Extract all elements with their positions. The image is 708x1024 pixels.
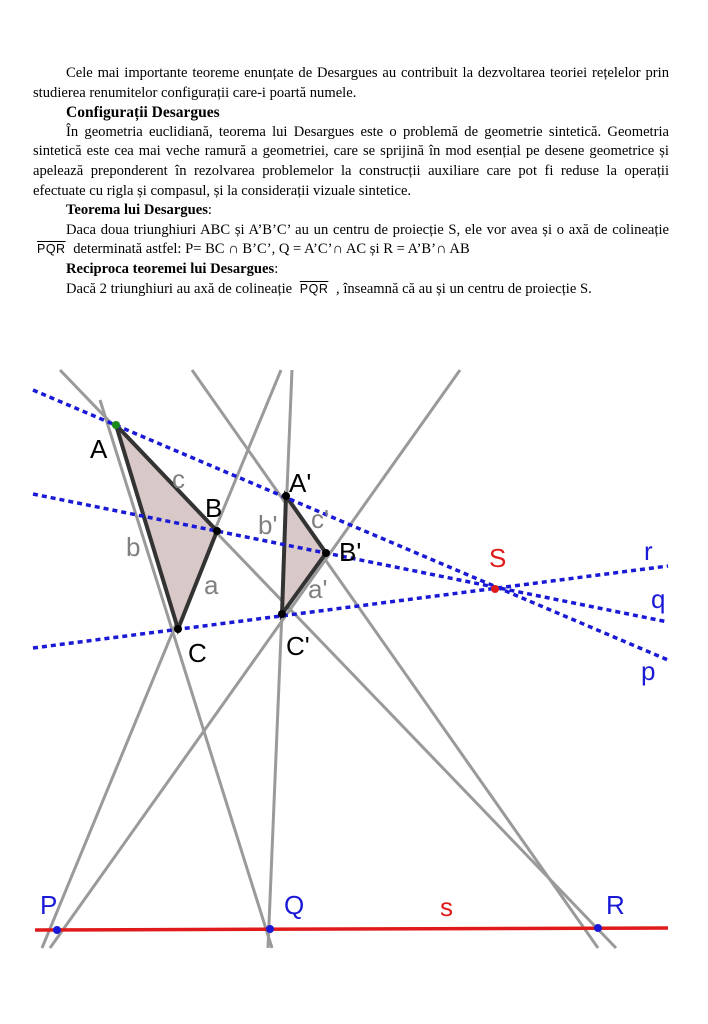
label-s: S: [489, 543, 507, 573]
label-side-b-prime: b': [258, 510, 278, 540]
label-a-prime: A': [289, 468, 312, 498]
reciprocal-title: Reciproca teoremei lui Desargues: [66, 260, 275, 277]
theorem-text-1: Daca doua triunghiuri ABC și A’B’C’ au un centru de proiecție S, ele vor avea și o axă de colineație: [66, 221, 669, 238]
intro-paragraph: Cele mai importante teoreme enunțate de Desargues au contribuit la dezvoltarea teoriei rețelelor prin studierea renumitelor configurații care-i poartă numele.: [33, 65, 669, 101]
paragraph-1: În geometria euclidiană, teorema lui Desargues este o problemă de geometrie sintetică. Geometria sintetică este cea mai veche ramură a geometriei, care se sprijină în mod esențial pe desene geometrice și apelează preponderent în rezolvarea problemelor la construcții auxiliare care pot fi reduse la operații efectuate cu rigla și compasul, și la considerații vizuale sintetice.: [33, 123, 669, 199]
label-side-a-prime: a': [308, 574, 328, 604]
point-a-marker: [112, 421, 120, 429]
label-b: B: [205, 493, 223, 523]
line-b-prime-c-prime: [50, 370, 460, 948]
label-line-p: p: [641, 656, 656, 686]
document-body: Cele mai importante teoreme enunțate de Desargues au contribuit la dezvoltarea teoriei rețelelor prin studierea renumitelor configurații care-i poartă numele. Configurații Desargues În geometria euclidiană, teorema lui Desargues este o problemă de geometrie sintetică. Geometria sintetică este cea mai veche ramură a geometriei, care se sprijină în mod esențial pe desene geometrice și apelează preponderent în rezolvarea problemelor la construcții auxiliare care pot fi reduse la operații efectuate cu rigla și compasul, și la considerații vizuale sintetice. Teorema lui Desargues: Daca doua triunghiuri ABC și A’B’C’ au un centru de proiecție S, ele vor avea și o axă de colineație $\overline{PQR}$ determinată astfel: P= BC ∩ B’C’, Q = A’C’∩ AC și R = A’B’∩ AB Reciproca teoremei lui Desargues: Dacă 2 triunghiuri au axă de colineație $\overline{PQR}$ , înseamnă că au și un centru de proiecție S.: [33, 64, 669, 299]
axis-s-line: [35, 928, 668, 930]
label-p: P: [40, 890, 58, 920]
point-c-marker: [174, 625, 182, 633]
label-side-c: c: [172, 464, 185, 494]
line-r: [33, 390, 668, 660]
label-line-s: s: [440, 892, 453, 922]
label-side-c-prime: c': [311, 504, 329, 534]
label-b-prime: B': [339, 537, 362, 567]
section-heading: Configurații Desargues: [66, 104, 220, 122]
label-c-prime: C': [286, 631, 310, 661]
label-side-b: b: [126, 532, 141, 562]
axis-label: $\overline{PQR}$: [37, 242, 66, 257]
axis-label-2: $\overline{PQR}$: [299, 281, 329, 296]
theorem-paragraph: [33, 221, 669, 260]
reciprocal-text-1: Dacă 2 triunghiuri au axă de colineație: [66, 280, 293, 297]
theorem-text-2: determinată astfel: P= BC ∩ B’C’, Q = A’C’∩ AC și R = A’B’∩ AB: [73, 241, 470, 258]
reciprocal-text-2: , înseamnă că au și un centru de proiecție S.: [336, 280, 592, 297]
line-ac: [100, 400, 272, 948]
theorem-title: Teorema lui Desargues: [66, 202, 208, 219]
desargues-figure: [0, 340, 708, 1024]
point-q-marker: [266, 925, 274, 933]
label-r: R: [606, 890, 625, 920]
point-r-marker: [594, 924, 602, 932]
line-p: [33, 566, 668, 648]
point-s-marker: [491, 585, 499, 593]
label-a: A: [90, 434, 108, 464]
dotted-lines: [33, 390, 668, 660]
label-line-q: q: [651, 584, 666, 614]
label-c: C: [188, 638, 207, 668]
point-p-marker: [53, 926, 61, 934]
point-c-prime-marker: [278, 610, 286, 618]
point-b-marker: [213, 527, 221, 535]
point-b-prime-marker: [322, 549, 330, 557]
label-line-r: r: [644, 536, 653, 566]
point-markers: [53, 421, 602, 934]
label-q: Q: [284, 890, 305, 920]
reciprocal-paragraph: [33, 280, 669, 300]
line-ab: [192, 370, 598, 948]
label-side-a: a: [204, 570, 219, 600]
